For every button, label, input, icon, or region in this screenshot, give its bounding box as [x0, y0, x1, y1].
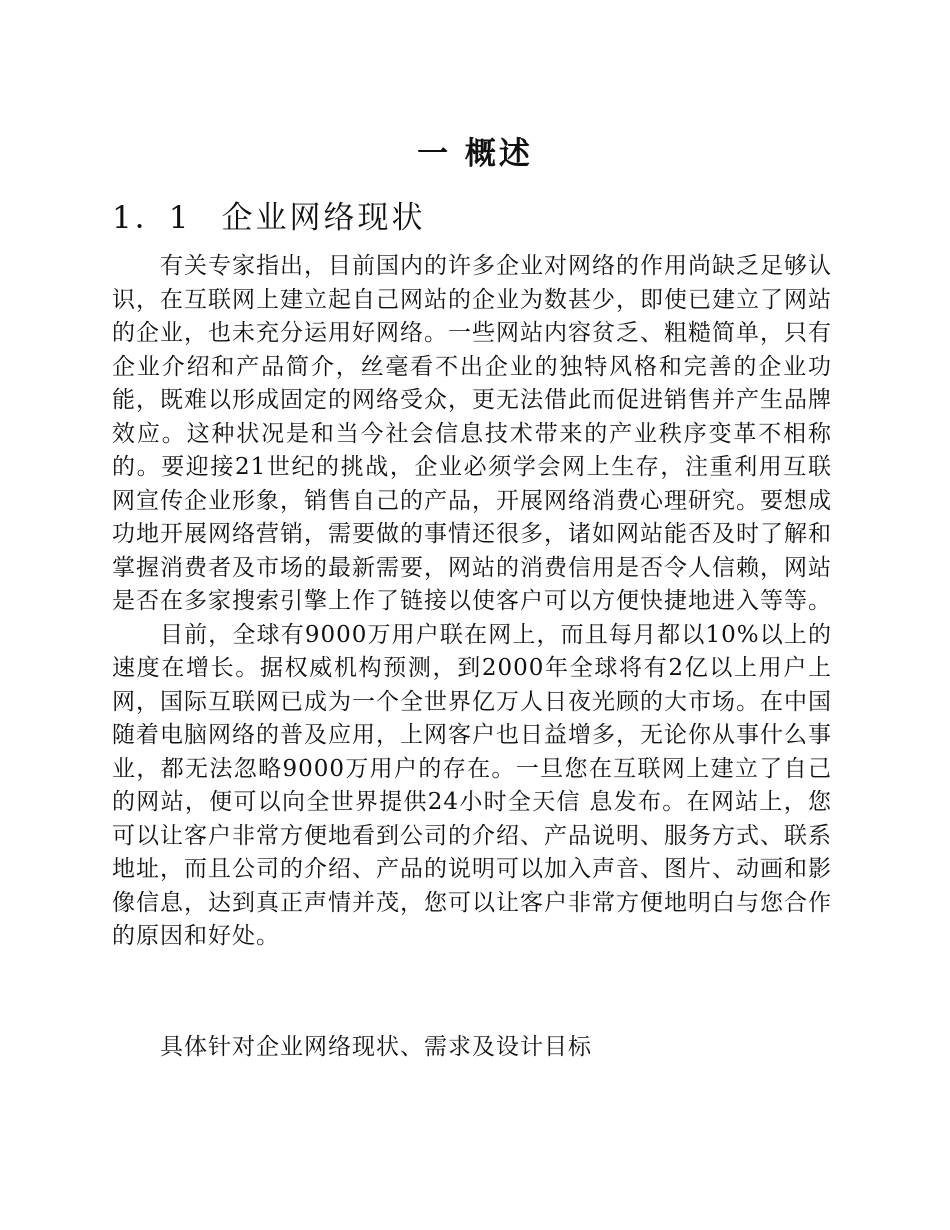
chapter-title: 一 概述	[417, 136, 533, 172]
body-text	[112, 250, 832, 954]
section-title: 企业网络现状	[221, 200, 426, 236]
section-heading	[112, 192, 425, 237]
paragraph: 有关专家指出，目前国内的许多企业对网络的作用尚缺乏足够认识，在互联网上建立起自己网站的企业为数甚少，即使已建立了网站的企业，也未充分运用好网络。一些网站内容贫乏、粗糙简单，只有企业介绍和产品简介，丝毫看不出企业的独特风格和完善的企业功能，既难以形成固定的网络受众，更无法借此而促进销售并产生品牌效应。这种状况是和当今社会信息技术带来的产业秩序变革不相称的。要迎接21世纪的挑战，企业必须学会网上生存，注重利用互联网宣传企业形象，销售自己的产品，开展网络消费心理研究。要想成功地开展网络营销，需要做的事情还很多，诸如网站能否及时了解和掌握消费者及市场的最新需要，网站的消费信用是否令人信赖，网站是否在多家搜索引擎上作了链接以使客户可以方便快捷地进入等等。	[112, 253, 832, 614]
section-number: 1．1	[112, 200, 192, 236]
paragraph: 目前，全球有9000万用户联在网上，而且每月都以10%以上的速度在增长。据权威机构预测，到2000年全球将有2亿以上用户上网，国际互联网已成为一个全世界亿万人日夜光顾的大市场。在中国随着电脑网络的普及应用，上网客户也日益增多，无论你从事什么事业，都无法忽略9000万用户的存在。一旦您在互联网上建立了自己的网站，便可以向全世界提供24小时全天信 息发布。在网站上，您可以让客户非常方便地看到公司的介绍、产品说明、服务方式、联系地址，而且公司的介绍、产品的说明可以加入声音、图片、动画和影像信息，达到真正声情并茂，您可以让客户非常方便地明白与您合作的原因和好处。	[112, 621, 832, 949]
followup-line: 具体针对企业网络现状、需求及设计目标	[160, 1034, 592, 1060]
